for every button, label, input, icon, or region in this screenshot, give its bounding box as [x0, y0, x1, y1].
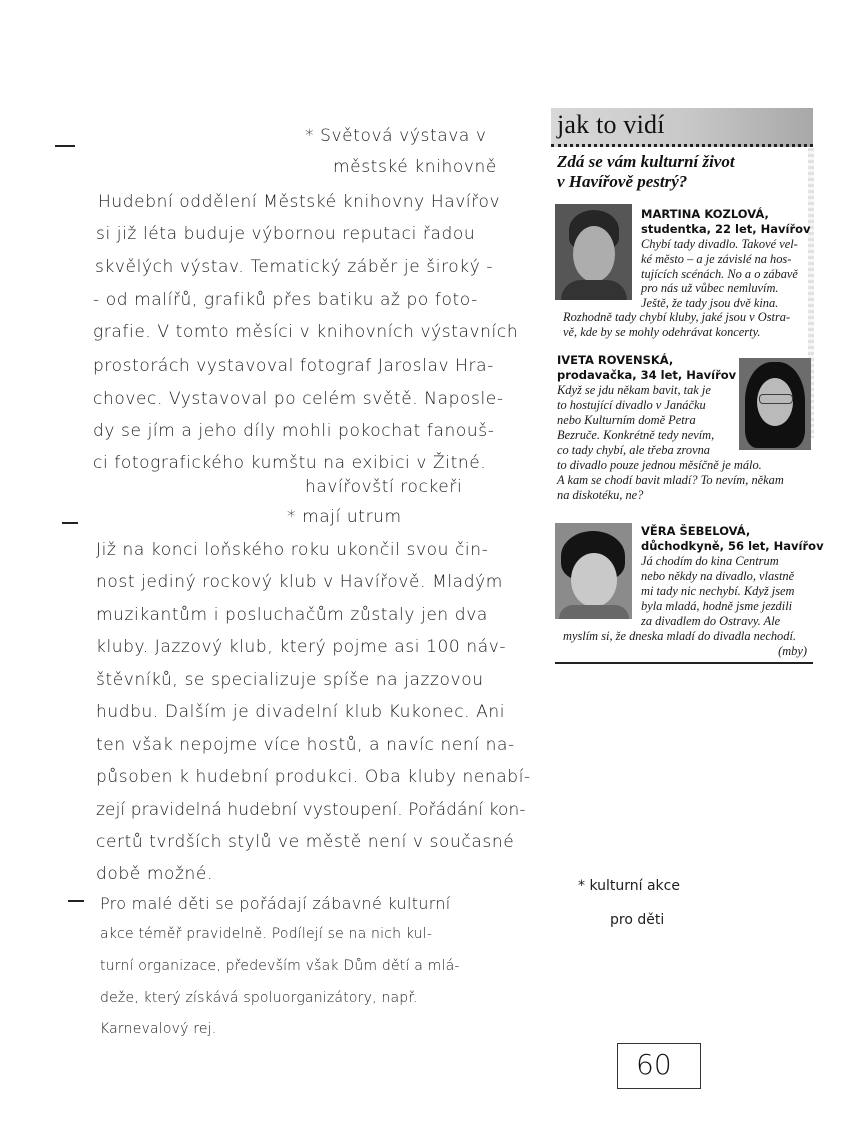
text-line: hudbu. Dalším je divadelní klub Kukonec. Ani [96, 702, 506, 722]
quote-line: co tady chybí, ale třeba zrovna [557, 443, 711, 457]
quote-line: Já chodím do kina Centrum [641, 554, 779, 568]
photo-shoulders [559, 605, 629, 619]
text-line: dy se jím a jeho díly mohli pokochat fanouš- [93, 421, 495, 441]
handwritten-heading-1a: * Světová výstava v [305, 126, 487, 146]
text-line: akce téměř pravidelně. Podílejí se na nich kul- [100, 926, 433, 942]
clipping-signature: (mby) [778, 644, 807, 658]
quote-line: byla mladá, hodně jsme jezdili [641, 599, 793, 613]
text-line: Hudební oddělení Městské knihovny Havířov [98, 192, 501, 212]
clipping-bottom-rule [555, 662, 813, 664]
newspaper-clipping [551, 108, 824, 666]
photo-shoulders [561, 280, 627, 300]
margin-dash-2 [62, 522, 78, 524]
text-line: Karnevalový rej. [100, 1021, 217, 1037]
respondent-photo-sebelova [555, 523, 632, 619]
text-line: grafie. V tomto měsíci v knihovních výstavních [93, 322, 519, 342]
quote-line: Když se jdu někam bavit, tak je [557, 383, 711, 397]
quote-line: nebo někdy na divadlo, vlastně [641, 569, 795, 583]
quote-line: to divadlo pouze jednou měsíčně je málo. [557, 458, 762, 472]
quote-line: myslím si, že dneska mladí do divadla nechodí. [563, 629, 796, 643]
quote-line: to hostující divadlo v Janáčku [557, 398, 706, 412]
margin-dash-3 [68, 900, 84, 902]
respondent-name: MARTINA KOZLOVÁ, [641, 207, 769, 221]
text-line: si již léta buduje výbornou reputaci řadou [96, 224, 476, 244]
clipping-header-title: jak to vidí [557, 110, 665, 139]
respondent-name: VĚRA ŠEBELOVÁ, [641, 524, 751, 538]
text-line: štěvníků, se specializuje spíše na jazzovou [96, 670, 484, 690]
quote-line: A kam se chodí bavit mladí? To nevím, někam [557, 473, 784, 487]
quote-line: tujících scénách. No a o zábavě [641, 267, 798, 281]
photo-glasses [759, 394, 793, 404]
text-line: ci fotografického kumštu na exibici v Žitné. [93, 453, 487, 473]
text-line: deže, který získává spoluorganizátory, např. [100, 990, 418, 1006]
quote-line: Ještě, že tady jsou dvě kina. [641, 296, 779, 310]
text-line: chovec. Vystavoval po celém světě. Naposle- [93, 389, 504, 409]
question-line: Zdá se vám kulturní život [557, 152, 735, 171]
text-line: prostorách vystavoval fotograf Jaroslav Hra- [93, 356, 494, 376]
text-line: kluby. Jazzový klub, který pojme asi 100 náv- [96, 637, 507, 657]
text-line: skvělých výstav. Tematický záběr je široký - [95, 257, 494, 277]
margin-note-line-1: * kulturní akce [578, 878, 680, 894]
handwritten-heading-1b: městské knihovně [333, 157, 497, 177]
text-line: Pro malé děti se pořádají zábavné kulturní [100, 894, 451, 913]
text-line: - od malířů, grafiků přes batiku až po foto- [93, 290, 478, 310]
quote-line: Bezruče. Konkrétně tedy nevím, [557, 428, 715, 442]
respondent-photo-rovenska [739, 358, 811, 450]
respondent-info: studentka, 22 let, Havířov [641, 222, 811, 236]
quote-line: Rozhodně tady chybí kluby, jaké jsou v Ostra- [563, 310, 791, 324]
respondent-name: IVETA ROVENSKÁ, [557, 353, 674, 367]
text-line: muzikantům i posluchačům zůstaly jen dva [96, 605, 488, 625]
quote-line: mi tady nic nechybí. Když jsem [641, 584, 795, 598]
margin-dash-1 [55, 145, 75, 147]
margin-note-line-2: pro děti [610, 912, 665, 928]
quote-line: nebo Kulturním domě Petra [557, 413, 696, 427]
text-line: turní organizace, především však Dům dětí a mlá- [100, 958, 460, 974]
respondent-info: prodavačka, 34 let, Havířov [557, 368, 737, 382]
respondent-info: důchodkyně, 56 let, Havířov [641, 539, 824, 553]
handwritten-heading-2a: havířovští rockeři [305, 477, 463, 497]
page-number-box [617, 1043, 701, 1089]
clipping-header [551, 108, 813, 147]
quote-line: na diskotéku, ne? [557, 488, 644, 502]
text-line: certů tvrdších stylů ve městě není v současné [96, 832, 515, 852]
quote-line: Chybí tady divadlo. Takové vel- [641, 237, 798, 251]
question-line: v Havířově pestrý? [557, 172, 688, 191]
text-line: zejí pravidelná hudební vystoupení. Pořádání kon- [96, 800, 526, 820]
respondent-photo-kozlova [555, 204, 632, 300]
quote-line: vě, kde by se mohly odehrávat koncerty. [563, 325, 761, 339]
text-line: ten však nepojme více hostů, a navíc není na- [96, 735, 515, 755]
quote-line: za divadlem do Ostravy. Ale [641, 614, 781, 628]
quote-line: ké město – a je závislé na hos- [641, 252, 792, 266]
photo-face [571, 553, 617, 607]
text-line: Již na konci loňského roku ukončil svou čin- [96, 540, 489, 560]
page-number: 60 [636, 1048, 672, 1081]
quote-line: pro nás už vůbec nemluvím. [641, 281, 779, 295]
text-line: nost jediný rockový klub v Havířově. Mladým [96, 572, 503, 592]
photo-face [573, 226, 615, 282]
text-line: době možné. [96, 864, 213, 884]
text-line: působen k hudební produkci. Oba kluby nenabí- [96, 767, 531, 787]
clipping-question [557, 152, 807, 192]
handwritten-heading-2b: * mají utrum [287, 507, 402, 527]
